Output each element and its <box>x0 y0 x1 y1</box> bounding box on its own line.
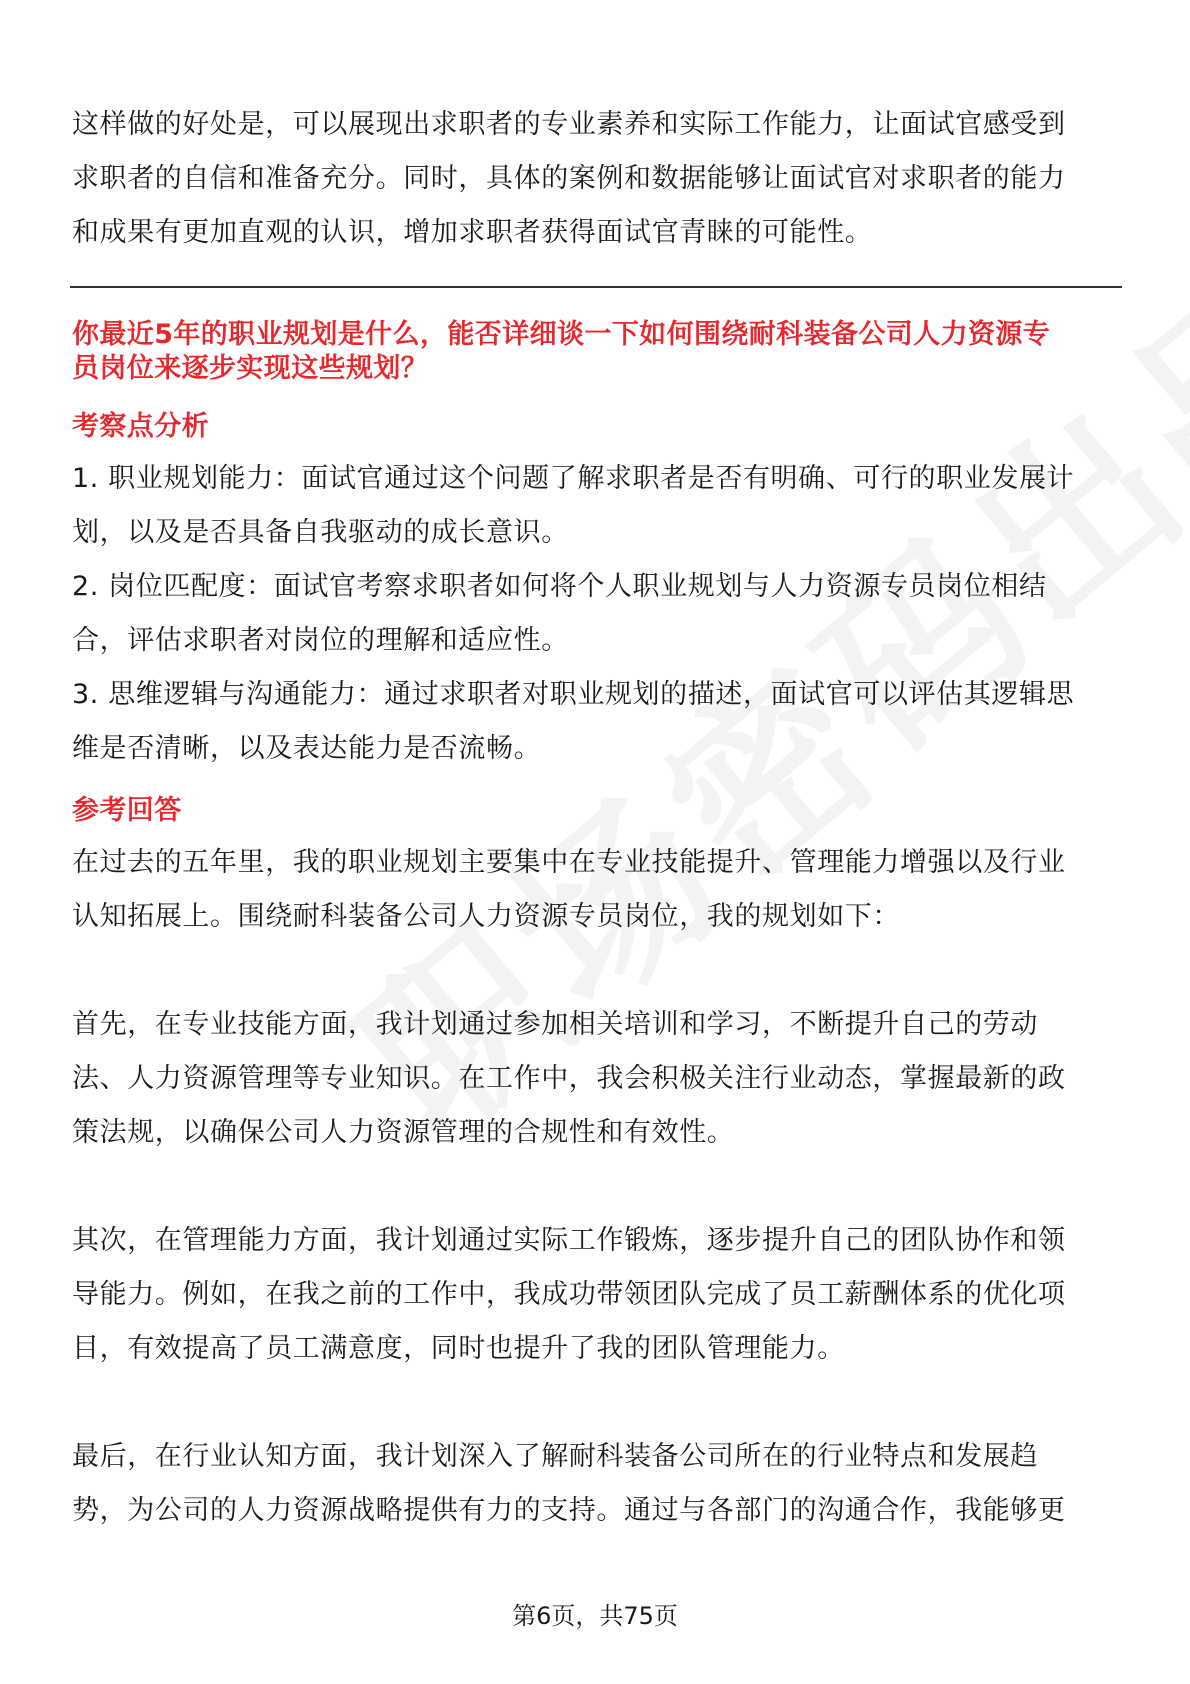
analysis-line: 划，以及是否具备自我驱动的成长意识。 <box>72 517 569 548</box>
answer-line: 法、人力资源管理等专业知识。在工作中，我会积极关注行业动态，掌握最新的政 <box>72 1063 1066 1094</box>
paragraph-gap <box>72 944 1120 998</box>
intro-line: 求职者的自信和准备充分。同时，具体的案例和数据能够让面试官对求职者的能力 <box>72 163 1066 194</box>
question-line: 你最近5年的职业规划是什么，能否详细谈一下如何围绕耐科装备公司人力资源专 <box>72 319 1051 350</box>
intro-line: 这样做的好处是，可以展现出求职者的专业素养和实际工作能力，让面试官感受到 <box>72 109 1066 140</box>
analysis-list <box>72 452 1120 776</box>
analysis-title: 考察点分析 <box>72 411 209 442</box>
analysis-line: 1. 职业规划能力：面试官通过这个问题了解求职者是否有明确、可行的职业发展计 <box>72 463 1075 494</box>
question-line: 员岗位来逐步实现这些规划？ <box>72 353 429 384</box>
analysis-line: 合，评估求职者对岗位的理解和适应性。 <box>72 625 569 656</box>
answer-line: 目，有效提高了员工满意度，同时也提升了我的团队管理能力。 <box>72 1333 845 1364</box>
intro-line: 和成果有更加直观的认识，增加求职者获得面试官青睐的可能性。 <box>72 217 873 248</box>
page-footer: 第6页，共75页 <box>512 1602 678 1630</box>
answer-line: 其次，在管理能力方面，我计划通过实际工作锻炼，逐步提升自己的团队协作和领 <box>72 1225 1066 1256</box>
answer-body <box>72 836 1120 1538</box>
answer-line: 策法规，以确保公司人力资源管理的合规性和有效性。 <box>72 1117 735 1148</box>
paragraph-gap <box>72 1160 1120 1214</box>
answer-line: 首先，在专业技能方面，我计划通过参加相关培训和学习，不断提升自己的劳动 <box>72 1009 1038 1040</box>
page-content <box>72 98 1120 1538</box>
answer-line: 在过去的五年里，我的职业规划主要集中在专业技能提升、管理能力增强以及行业 <box>72 847 1066 878</box>
paragraph-gap <box>72 1376 1120 1430</box>
answer-line: 最后，在行业认知方面，我计划深入了解耐科装备公司所在的行业特点和发展趋 <box>72 1441 1038 1472</box>
answer-title: 参考回答 <box>72 795 182 826</box>
answer-line: 导能力。例如，在我之前的工作中，我成功带领团队完成了员工薪酬体系的优化项 <box>72 1279 1066 1310</box>
answer-line: 势，为公司的人力资源战略提供有力的支持。通过与各部门的沟通合作，我能够更 <box>72 1495 1066 1526</box>
analysis-line: 2. 岗位匹配度：面试官考察求职者如何将个人职业规划与人力资源专员岗位相结 <box>72 571 1047 602</box>
analysis-line: 维是否清晰，以及表达能力是否流畅。 <box>72 733 542 764</box>
analysis-line: 3. 思维逻辑与沟通能力：通过求职者对职业规划的描述，面试官可以评估其逻辑思 <box>72 679 1075 710</box>
section-divider <box>70 286 1122 288</box>
answer-line: 认知拓展上。围绕耐科装备公司人力资源专员岗位，我的规划如下： <box>72 901 900 932</box>
